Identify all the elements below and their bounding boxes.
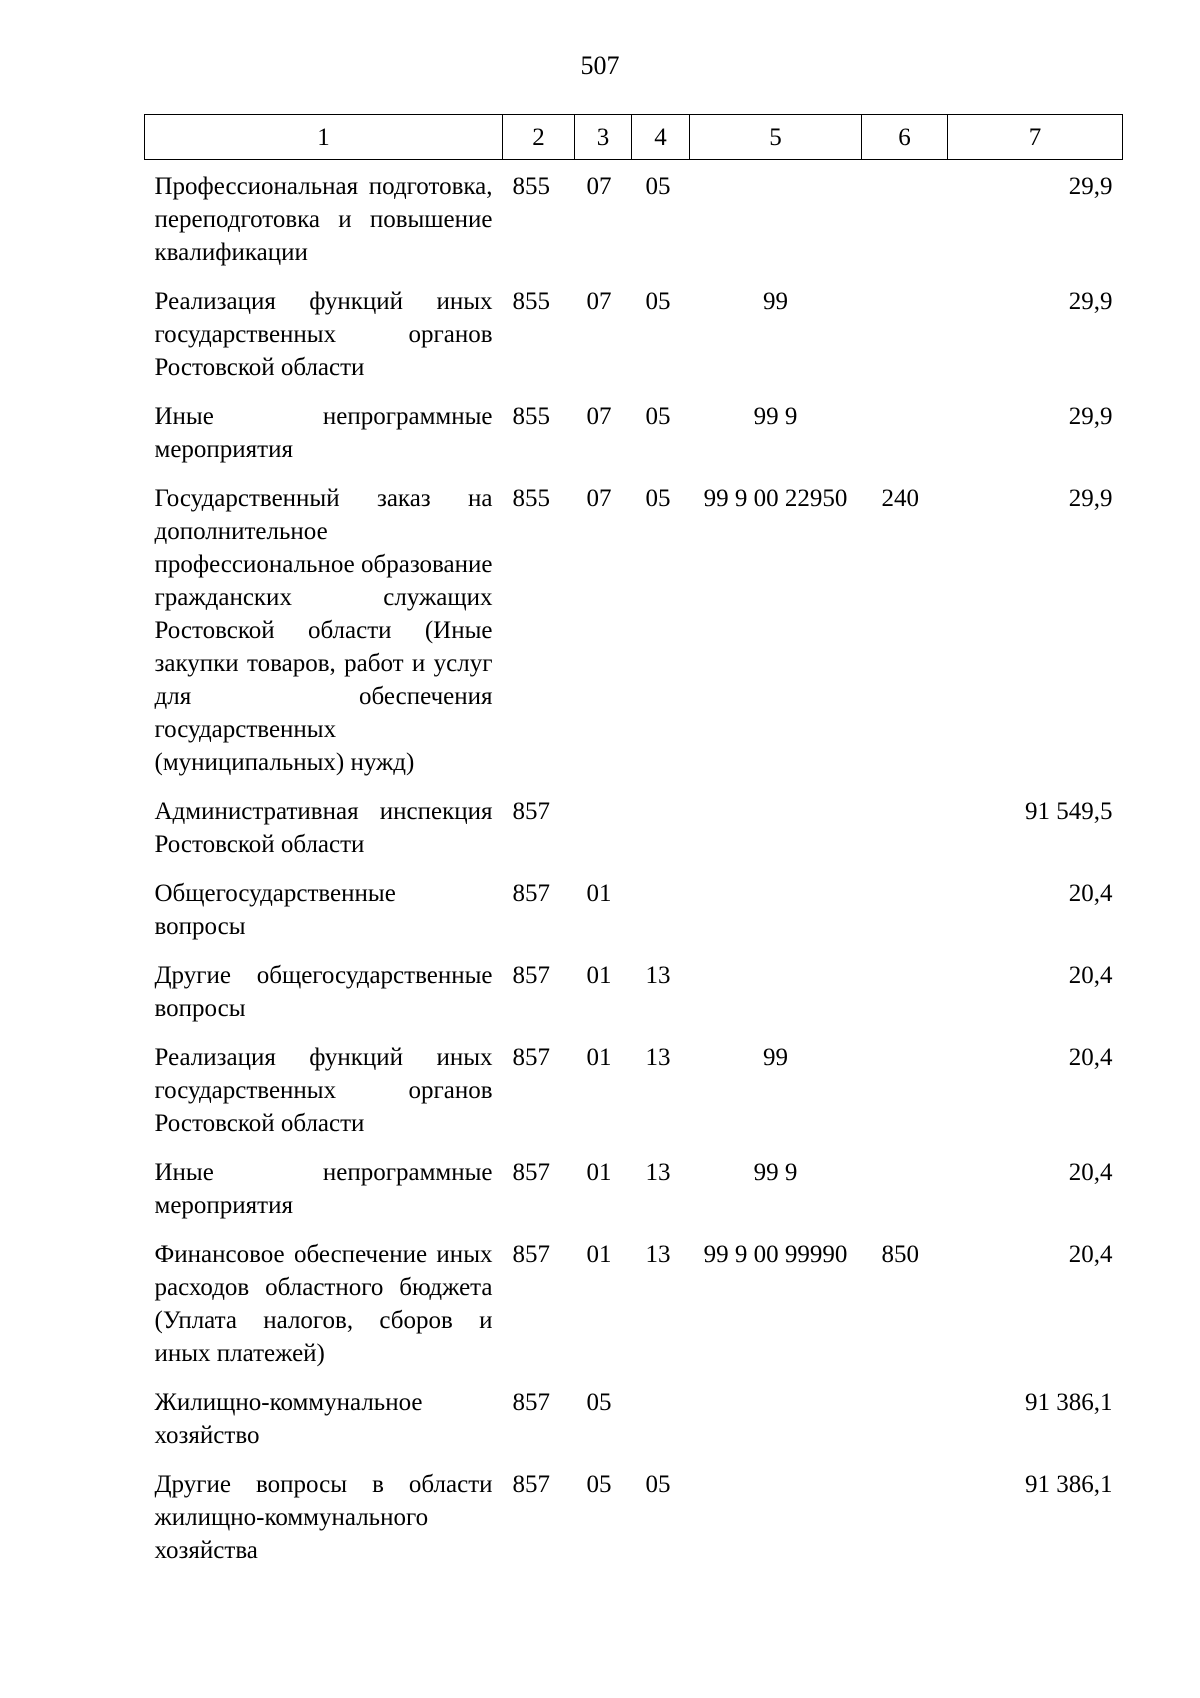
row-name: Общегосударственные вопросы	[154, 880, 396, 940]
row-admin-code: 857	[512, 1471, 550, 1498]
row-section-code: 01	[586, 1044, 612, 1071]
row-name: Реализация функций иных государственных органов Ростовской области	[154, 1044, 493, 1137]
row-target-code: 99 9 00 22950	[703, 485, 848, 512]
row-target-code	[690, 959, 862, 1041]
table-body	[145, 160, 1123, 1584]
row-expense-type	[862, 160, 948, 286]
table-row	[145, 1156, 1123, 1238]
row-expense-type	[862, 1468, 948, 1583]
row-amount: 29,9	[1068, 403, 1113, 430]
row-subsection-code: 13	[645, 1044, 671, 1071]
header-col-3: 3	[575, 115, 632, 160]
row-admin-code: 857	[512, 880, 550, 907]
row-admin-code: 855	[512, 288, 550, 315]
row-section-code: 01	[586, 880, 612, 907]
row-subsection-code: 05	[645, 1471, 671, 1498]
row-target-code: 99 9	[753, 1159, 798, 1186]
row-target-code: 99	[763, 1044, 788, 1071]
row-section-code: 07	[586, 485, 612, 512]
row-name: Административная инспекция Ростовской области	[154, 798, 493, 858]
row-subsection-code	[632, 795, 690, 877]
row-name: Финансовое обеспечение иных расходов областного бюджета (Уплата налогов, сборов и иных платежей)	[154, 1241, 493, 1367]
row-expense-type	[862, 877, 948, 959]
row-subsection-code: 05	[645, 288, 671, 315]
table-row	[145, 482, 1123, 795]
row-target-code: 99 9 00 99990	[703, 1241, 848, 1268]
row-admin-code: 857	[512, 798, 550, 825]
row-section-code: 01	[586, 1159, 612, 1186]
row-amount: 91 386,1	[1025, 1471, 1113, 1498]
row-expense-type: 850	[881, 1241, 919, 1268]
row-amount: 20,4	[1068, 1159, 1113, 1186]
row-section-code: 05	[586, 1389, 612, 1416]
row-admin-code: 855	[512, 173, 550, 200]
row-section-code: 01	[586, 962, 612, 989]
row-expense-type: 240	[881, 485, 919, 512]
table-row	[145, 877, 1123, 959]
row-admin-code: 857	[512, 1044, 550, 1071]
row-expense-type	[862, 285, 948, 400]
row-admin-code: 855	[512, 403, 550, 430]
row-name: Иные непрограммные мероприятия	[154, 1159, 493, 1219]
row-name: Другие общегосударственные вопросы	[154, 962, 493, 1022]
budget-table	[144, 114, 1123, 1583]
row-expense-type	[862, 795, 948, 877]
row-section-code: 07	[586, 403, 612, 430]
row-subsection-code	[632, 877, 690, 959]
table-row	[145, 1041, 1123, 1156]
row-subsection-code: 13	[645, 1241, 671, 1268]
table-row	[145, 285, 1123, 400]
row-amount: 29,9	[1068, 288, 1113, 315]
row-section-code	[575, 795, 632, 877]
row-amount: 20,4	[1068, 880, 1113, 907]
header-col-4: 4	[632, 115, 690, 160]
row-expense-type	[862, 400, 948, 482]
row-target-code	[690, 795, 862, 877]
row-amount: 20,4	[1068, 1241, 1113, 1268]
table-row	[145, 959, 1123, 1041]
row-name: Жилищно-коммунальное хозяйство	[154, 1389, 423, 1449]
table-header	[145, 115, 1123, 160]
row-section-code: 01	[586, 1241, 612, 1268]
table-row	[145, 1386, 1123, 1468]
header-row	[145, 115, 1123, 160]
header-col-6: 6	[862, 115, 948, 160]
table-row	[145, 1468, 1123, 1583]
row-amount: 91 386,1	[1025, 1389, 1113, 1416]
row-subsection-code: 05	[645, 173, 671, 200]
row-name: Иные непрограммные мероприятия	[154, 403, 493, 463]
page-number: 507	[580, 51, 620, 80]
row-target-code: 99 9	[753, 403, 798, 430]
row-admin-code: 855	[512, 485, 550, 512]
row-target-code	[690, 160, 862, 286]
row-subsection-code	[632, 1386, 690, 1468]
row-amount: 20,4	[1068, 962, 1113, 989]
row-subsection-code: 13	[645, 1159, 671, 1186]
row-admin-code: 857	[512, 1241, 550, 1268]
table-row	[145, 400, 1123, 482]
row-section-code: 07	[586, 173, 612, 200]
row-target-code	[690, 1468, 862, 1583]
header-col-2: 2	[503, 115, 575, 160]
row-name: Другие вопросы в области жилищно-коммунального хозяйства	[154, 1471, 493, 1564]
row-admin-code: 857	[512, 962, 550, 989]
table-row	[145, 795, 1123, 877]
row-amount: 29,9	[1068, 485, 1113, 512]
row-name: Государственный заказ на дополнительное профессиональное образование гражданских служащих Ростовской области (Иные закупки товаров, работ и услуг для обеспечения государственных (муниципальных) нужд)	[154, 485, 493, 776]
row-subsection-code: 13	[645, 962, 671, 989]
row-subsection-code: 05	[645, 403, 671, 430]
header-col-5: 5	[690, 115, 862, 160]
row-target-code: 99	[763, 288, 788, 315]
row-target-code	[690, 877, 862, 959]
table-row	[145, 160, 1123, 286]
row-subsection-code: 05	[645, 485, 671, 512]
row-admin-code: 857	[512, 1389, 550, 1416]
row-section-code: 05	[586, 1471, 612, 1498]
table-row	[145, 1238, 1123, 1386]
row-target-code	[690, 1386, 862, 1468]
row-expense-type	[862, 1386, 948, 1468]
row-name: Профессиональная подготовка, переподготовка и повышение квалификации	[154, 173, 493, 266]
row-amount: 91 549,5	[1025, 798, 1113, 825]
row-admin-code: 857	[512, 1159, 550, 1186]
row-section-code: 07	[586, 288, 612, 315]
header-col-1: 1	[145, 115, 503, 160]
row-name: Реализация функций иных государственных органов Ростовской области	[154, 288, 493, 381]
header-col-7: 7	[948, 115, 1123, 160]
row-expense-type	[862, 1156, 948, 1238]
row-expense-type	[862, 959, 948, 1041]
row-amount: 29,9	[1068, 173, 1113, 200]
row-expense-type	[862, 1041, 948, 1156]
row-amount: 20,4	[1068, 1044, 1113, 1071]
